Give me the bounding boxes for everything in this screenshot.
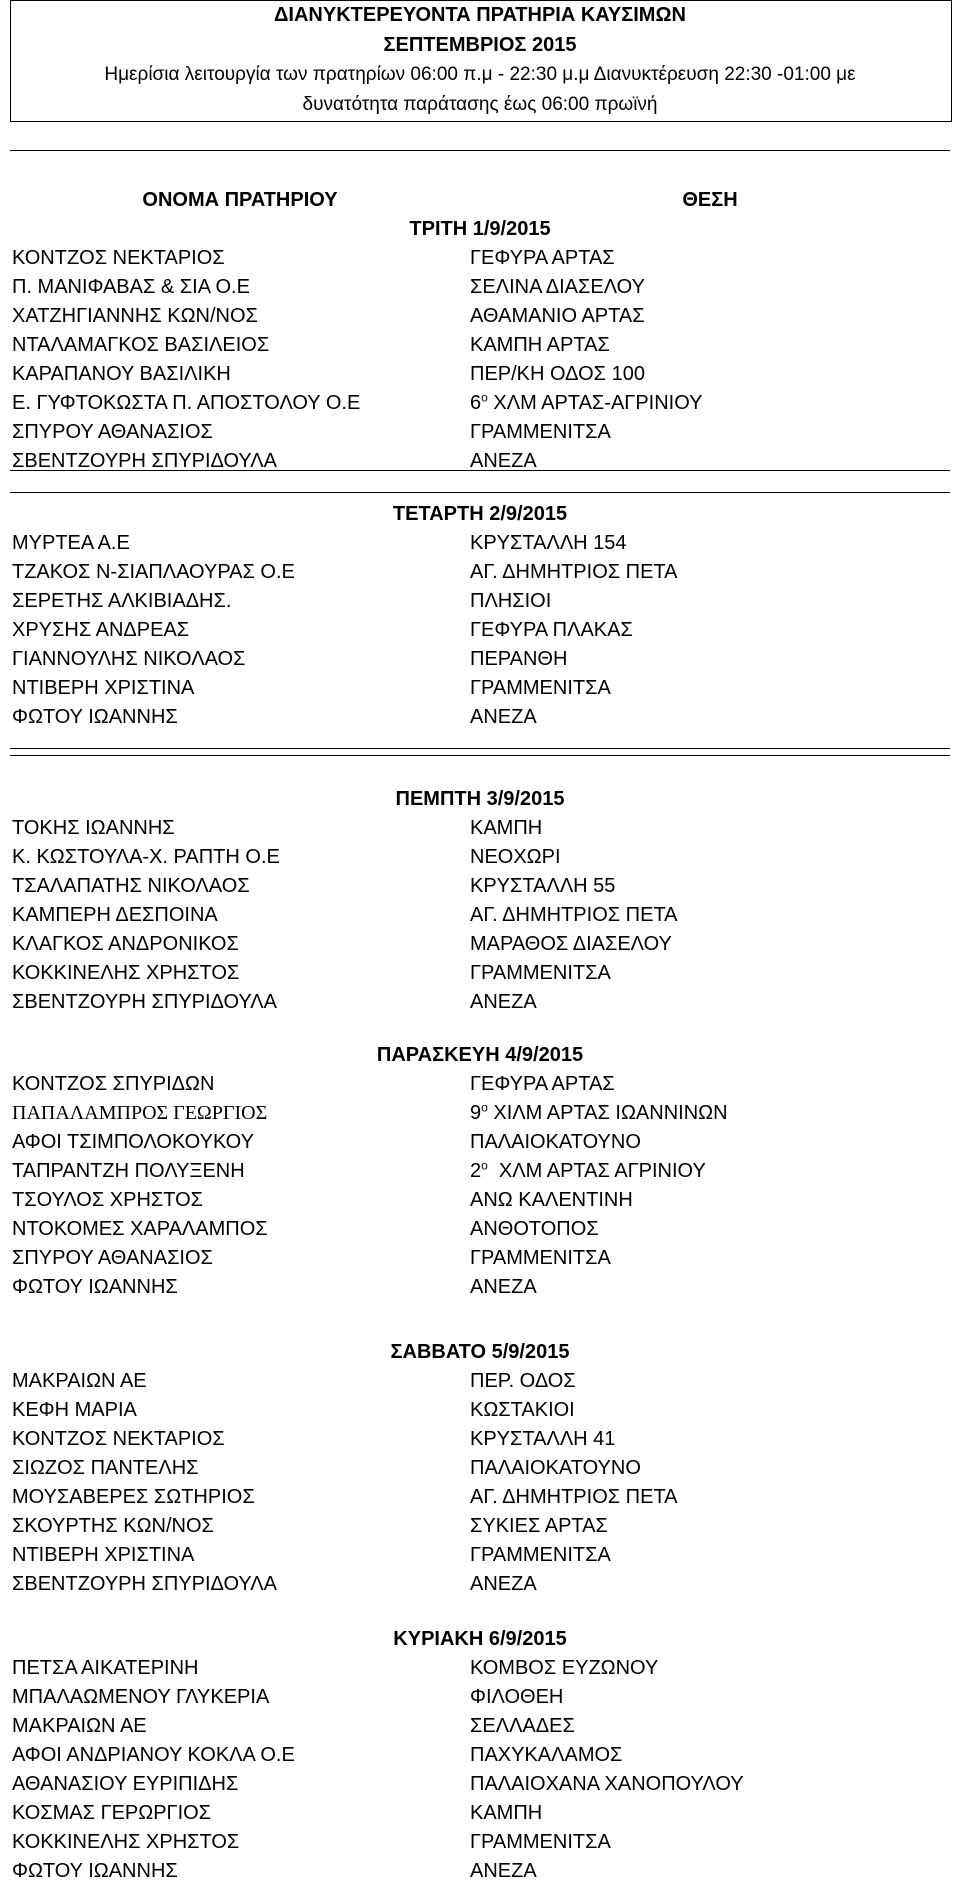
station-row [10, 930, 950, 959]
station-location [470, 1654, 658, 1683]
location-text: ΠΑΧΥΚΑΛΑΜΟΣ [470, 1744, 623, 1766]
station-location [470, 1244, 611, 1273]
station-location [470, 273, 645, 302]
station-row [10, 1570, 950, 1599]
station-row [10, 1425, 950, 1454]
station-name: ΚΟΚΚΙΝΕΛΗΣ ΧΡΗΣΤΟΣ [12, 1831, 240, 1853]
location-text: ΠΕΡΑΝΘΗ [470, 648, 568, 670]
station-row [10, 959, 950, 988]
station-location [470, 959, 611, 988]
station-name: Π. ΜΑΝΙΦΑΒΑΣ & ΣΙΑ Ο.Ε [12, 276, 250, 298]
location-text: ΚΡΥΣΤΑΛΛΗ 55 [470, 875, 616, 897]
station-location [470, 1070, 615, 1099]
station-name: ΚΑΜΠΕΡΗ ΔΕΣΠΟΙΝΑ [12, 904, 218, 926]
location-text: ΣΕΛΙΝΑ ΔΙΑΣΕΛΟΥ [470, 276, 645, 298]
station-name: ΤΖΑΚΟΣ Ν-ΣΙΑΠΛΑΟΥΡΑΣ Ο.Ε [12, 561, 295, 583]
station-location [470, 1683, 563, 1712]
station-row [10, 1512, 950, 1541]
station-location [470, 872, 615, 901]
section-separator [10, 470, 950, 471]
location-text: ΓΡΑΜΜΕΝΙΤΣΑ [470, 677, 611, 699]
location-text: 9 [470, 1102, 482, 1124]
station-row [10, 645, 950, 674]
column-header-name: ΟΝΟΜΑ ΠΡΑΤΗΡΙΟΥ [142, 189, 338, 211]
station-location [470, 331, 610, 360]
station-name: ΝΤΟΚΟΜΕΣ ΧΑΡΑΛΑΜΠΟΣ [12, 1218, 268, 1240]
station-row [10, 1070, 950, 1099]
station-location [470, 1741, 622, 1770]
station-location [470, 930, 672, 959]
station-row [10, 872, 950, 901]
station-location [470, 389, 702, 418]
station-row [10, 1128, 950, 1157]
station-name: ΓΙΑΝΝΟΥΛΗΣ ΝΙΚΟΛΑΟΣ [12, 648, 246, 670]
station-location [470, 1425, 615, 1454]
location-text: ΠΛΗΣΙΟΙ [470, 590, 552, 612]
station-location [470, 1396, 575, 1425]
location-text: ΑΝΕΖΑ [470, 1573, 537, 1595]
station-location [470, 558, 678, 587]
section-separator [10, 748, 950, 749]
station-name: ΜΟΥΣΑΒΕΡΕΣ ΣΩΤΗΡΙΟΣ [12, 1486, 255, 1508]
station-name: ΧΡΥΣΗΣ ΑΝΔΡΕΑΣ [12, 619, 190, 641]
station-row [10, 1799, 950, 1828]
station-name: ΝΤΙΒΕΡΗ ΧΡΙΣΤΙΝΑ [12, 677, 195, 699]
station-location [470, 1367, 576, 1396]
station-row [10, 1244, 950, 1273]
station-name: ΜΠΑΛΑΩΜΕΝΟΥ ΓΛΥΚΕΡΙΑ [12, 1686, 270, 1708]
location-text: ΠΑΛΑΙΟΚΑΤΟΥΝΟ [470, 1131, 641, 1153]
location-text: ΓΡΑΜΜΕΝΙΤΣΑ [470, 421, 611, 443]
station-location [470, 1570, 537, 1599]
station-location [470, 1128, 641, 1157]
document-subtitle-line1: Ημερίσια λειτουργία των πρατηρίων 06:00 π.μ - 22:30 μ.μ Διανυκτέρευση 22:30 -01:00 με [104, 64, 856, 85]
location-text: ΑΝΕΖΑ [470, 706, 537, 728]
station-name: ΧΑΤΖΗΓΙΑΝΝΗΣ ΚΩΝ/ΝΟΣ [12, 305, 258, 327]
location-text: ΚΑΜΠΗ ΑΡΤΑΣ [470, 334, 610, 356]
station-location [470, 901, 678, 930]
station-row [10, 389, 950, 418]
station-name: ΦΩΤΟΥ ΙΩΑΝΝΗΣ [12, 706, 178, 728]
station-row [10, 331, 950, 360]
station-location [470, 1454, 641, 1483]
station-name: ΚΑΡΑΠΑΝΟΥ ΒΑΣΙΛΙΚΗ [12, 363, 231, 385]
station-name: ΑΘΑΝΑΣΙΟΥ ΕΥΡΙΠΙΔΗΣ [12, 1773, 239, 1795]
station-row [10, 587, 950, 616]
station-location [470, 1857, 537, 1886]
station-name: ΣΠΥΡΟΥ ΑΘΑΝΑΣΙΟΣ [12, 421, 213, 443]
station-row [10, 1157, 950, 1186]
location-text-rest: ΧΙΛΜ ΑΡΤΑΣ ΙΩΑΝΝΙΝΩΝ [487, 1102, 728, 1124]
day-heading: ΠΕΜΠΤΗ 3/9/2015 [395, 788, 565, 810]
location-text: ΑΝΩ ΚΑΛΕΝΤΙΝΗ [470, 1189, 633, 1211]
station-row [10, 1541, 950, 1570]
station-row [10, 273, 950, 302]
location-text: ΠΑΛΑΙΟΚΑΤΟΥΝΟ [470, 1457, 641, 1479]
location-text: ΓΕΦΥΡΑ ΠΛΑΚΑΣ [470, 619, 633, 641]
station-location [470, 703, 537, 732]
day-heading: ΚΥΡΙΑΚΗ 6/9/2015 [393, 1628, 567, 1650]
station-row [10, 1712, 950, 1741]
station-row [10, 1186, 950, 1215]
location-text: ΜΑΡΑΘΟΣ ΔΙΑΣΕΛΟΥ [470, 933, 672, 955]
station-row [10, 1828, 950, 1857]
location-text: ΣΥΚΙΕΣ ΑΡΤΑΣ [470, 1515, 608, 1537]
location-text: ΑΓ. ΔΗΜΗΤΡΙΟΣ ΠΕΤΑ [470, 561, 678, 583]
document-subtitle-line2: δυνατότητα παράτασης έως 06:00 πρωϊνή [302, 94, 658, 115]
day-heading: ΠΑΡΑΣΚΕΥΗ 4/9/2015 [376, 1044, 584, 1066]
station-name: ΚΟΝΤΖΟΣ ΣΠΥΡΙΔΩΝ [12, 1073, 215, 1095]
station-location [470, 1157, 706, 1186]
station-name: ΣΕΡΕΤΗΣ ΑΛΚΙΒΙΑΔΗΣ. [12, 590, 232, 612]
station-row [10, 901, 950, 930]
station-row [10, 1654, 950, 1683]
location-text-rest: ΧΛΜ ΑΡΤΑΣ ΑΓΡΙΝΙΟΥ [487, 1160, 706, 1182]
location-text: ΑΘΑΜΑΝΙΟ ΑΡΤΑΣ [470, 305, 645, 327]
station-location [470, 1512, 608, 1541]
station-name: ΦΩΤΟΥ ΙΩΑΝΝΗΣ [12, 1860, 178, 1882]
day-heading: ΤΕΤΑΡΤΗ 2/9/2015 [392, 503, 568, 525]
station-row [10, 1099, 950, 1128]
location-text: ΑΝΕΖΑ [470, 991, 537, 1013]
station-name: ΣΙΩΖΟΣ ΠΑΝΤΕΛΗΣ [12, 1457, 199, 1479]
station-location [470, 814, 542, 843]
station-location [470, 244, 615, 273]
station-location [470, 360, 645, 389]
station-row [10, 674, 950, 703]
document-title: ΔΙΑΝΥΚΤΕΡΕΥΟΝΤΑ ΠΡΑΤΗΡΙΑ ΚΑΥΣΙΜΩΝ [274, 4, 686, 26]
station-row [10, 1770, 950, 1799]
station-name: ΣΚΟΥΡΤΗΣ ΚΩΝ/ΝΟΣ [12, 1515, 214, 1537]
station-name: ΝΤΙΒΕΡΗ ΧΡΙΣΤΙΝΑ [12, 1544, 195, 1566]
station-name: ΚΟΝΤΖΟΣ ΝΕΚΤΑΡΙΟΣ [12, 247, 225, 269]
station-row [10, 1683, 950, 1712]
station-name: ΜΑΚΡΑΙΩΝ ΑΕ [12, 1715, 147, 1737]
station-location [470, 843, 561, 872]
station-row [10, 988, 950, 1017]
location-text: ΑΝΘΟΤΟΠΟΣ [470, 1218, 599, 1240]
station-row [10, 843, 950, 872]
station-location [470, 1186, 633, 1215]
day-heading: ΤΡΙΤΗ 1/9/2015 [409, 218, 551, 240]
location-text: ΣΕΛΛΑΔΕΣ [470, 1715, 575, 1737]
station-name: ΚΟΣΜΑΣ ΓΕΡΩΡΓΙΟΣ [12, 1802, 212, 1824]
ordinal-superscript: ο [481, 1100, 488, 1115]
location-text: ΚΑΜΠΗ [470, 817, 543, 839]
location-text: ΚΩΣΤΑΚΙΟΙ [470, 1399, 575, 1421]
station-location [470, 302, 645, 331]
station-row [10, 1396, 950, 1425]
separator-line [10, 150, 950, 151]
station-location [470, 1099, 728, 1128]
location-text: 6 [470, 392, 482, 414]
location-text-rest: ΧΛΜ ΑΡΤΑΣ-ΑΓΡΙΝΙΟΥ [487, 392, 703, 414]
station-row [10, 558, 950, 587]
location-text: 2 [470, 1160, 482, 1182]
station-name: ΣΠΥΡΟΥ ΑΘΑΝΑΣΙΟΣ [12, 1247, 213, 1269]
location-text: ΚΡΥΣΤΑΛΛΗ 41 [470, 1428, 616, 1450]
station-location [470, 447, 537, 476]
station-name: ΤΟΚΗΣ ΙΩΑΝΝΗΣ [12, 817, 175, 839]
station-name: ΑΦΟΙ ΤΣΙΜΠΟΛΟΚΟΥΚΟΥ [12, 1131, 254, 1153]
location-text: ΓΡΑΜΜΕΝΙΤΣΑ [470, 1544, 611, 1566]
location-text: ΠΑΛΑΙΟΧΑΝΑ ΧΑΝΟΠΟΥΛΟΥ [470, 1773, 744, 1795]
location-text: ΑΝΕΖΑ [470, 1276, 537, 1298]
station-row [10, 1367, 950, 1396]
station-name: ΤΑΠΡΑΝΤΖΗ ΠΟΛΥΞΕΝΗ [12, 1160, 245, 1182]
location-text: ΑΓ. ΔΗΜΗΤΡΙΟΣ ΠΕΤΑ [470, 1486, 678, 1508]
station-location [470, 988, 537, 1017]
location-text: ΓΡΑΜΜΕΝΙΤΣΑ [470, 962, 611, 984]
station-row [10, 616, 950, 645]
station-row [10, 302, 950, 331]
station-row [10, 418, 950, 447]
station-location [470, 1799, 542, 1828]
station-row [10, 360, 950, 389]
station-name: ΣΒΕΝΤΖΟΥΡΗ ΣΠΥΡΙΔΟΥΛΑ [12, 450, 277, 472]
station-location [470, 1215, 599, 1244]
station-location [470, 645, 567, 674]
location-text: ΚΟΜΒΟΣ ΕΥΖΩΝΟΥ [470, 1657, 659, 1679]
document-month: ΣΕΠΤΕΜΒΡΙΟΣ 2015 [383, 34, 577, 56]
station-location [470, 529, 627, 558]
station-name: ΝΤΑΛΑΜΑΓΚΟΣ ΒΑΣΙΛΕΙΟΣ [12, 334, 270, 356]
location-text: ΠΕΡ. ΟΔΟΣ [470, 1370, 576, 1392]
station-location [470, 1770, 744, 1799]
location-text: ΠΕΡ/ΚΗ ΟΔΟΣ 100 [470, 363, 645, 385]
station-name: ΠΑΠΑΛΑΜΠΡΟΣ ΓΕΩΡΓΙΟΣ [12, 1102, 268, 1124]
location-text: ΓΕΦΥΡΑ ΑΡΤΑΣ [470, 1073, 615, 1095]
station-row [10, 1215, 950, 1244]
station-row [10, 703, 950, 732]
location-text: ΝΕΟΧΩΡΙ [470, 846, 561, 868]
station-row [10, 1273, 950, 1302]
station-name: Κ. ΚΩΣΤΟΥΛΑ-Χ. ΡΑΠΤΗ Ο.Ε [12, 846, 280, 868]
location-text: ΚΑΜΠΗ [470, 1802, 543, 1824]
location-text: ΦΙΛΟΘΕΗ [470, 1686, 564, 1708]
section-separator [10, 755, 950, 756]
station-name: ΜΑΚΡΑΙΩΝ ΑΕ [12, 1370, 147, 1392]
station-name: ΚΟΝΤΖΟΣ ΝΕΚΤΑΡΙΟΣ [12, 1428, 225, 1450]
station-name: ΚΛΑΓΚΟΣ ΑΝΔΡΟΝΙΚΟΣ [12, 933, 239, 955]
station-location [470, 1483, 678, 1512]
location-text: ΓΕΦΥΡΑ ΑΡΤΑΣ [470, 247, 615, 269]
station-name: ΚΟΚΚΙΝΕΛΗΣ ΧΡΗΣΤΟΣ [12, 962, 240, 984]
station-row [10, 1857, 950, 1886]
station-row [10, 814, 950, 843]
station-name: ΦΩΤΟΥ ΙΩΑΝΝΗΣ [12, 1276, 178, 1298]
column-header-location: ΘΕΣΗ [682, 189, 738, 211]
station-location [470, 1712, 575, 1741]
station-row [10, 1483, 950, 1512]
station-name: ΣΒΕΝΤΖΟΥΡΗ ΣΠΥΡΙΔΟΥΛΑ [12, 991, 277, 1013]
station-name: ΤΣΑΛΑΠΑΤΗΣ ΝΙΚΟΛΑΟΣ [12, 875, 250, 897]
station-name: ΠΕΤΣΑ ΑΙΚΑΤΕΡΙΝΗ [12, 1657, 199, 1679]
station-name: ΜΥΡΤΕΑ Α.Ε [12, 532, 130, 554]
station-row [10, 1741, 950, 1770]
station-name: ΣΒΕΝΤΖΟΥΡΗ ΣΠΥΡΙΔΟΥΛΑ [12, 1573, 277, 1595]
section-separator [10, 492, 950, 493]
ordinal-superscript: ο [481, 1158, 488, 1173]
day-heading: ΣΑΒΒΑΤΟ 5/9/2015 [390, 1341, 570, 1363]
location-text: ΑΓ. ΔΗΜΗΤΡΙΟΣ ΠΕΤΑ [470, 904, 678, 926]
location-text: ΑΝΕΖΑ [470, 1860, 537, 1882]
station-row [10, 1454, 950, 1483]
station-row [10, 529, 950, 558]
ordinal-superscript: ο [481, 390, 488, 405]
station-name: Ε. ΓΥΦΤΟΚΩΣΤΑ Π. ΑΠΟΣΤΟΛΟΥ Ο.Ε [12, 392, 361, 414]
location-text: ΚΡΥΣΤΑΛΛΗ 154 [470, 532, 627, 554]
station-location [470, 418, 611, 447]
station-location [470, 1828, 611, 1857]
station-location [470, 674, 611, 703]
station-location [470, 616, 633, 645]
station-name: ΤΣΟΥΛΟΣ ΧΡΗΣΤΟΣ [12, 1189, 204, 1211]
station-location [470, 587, 551, 616]
station-row [10, 447, 950, 476]
station-name: ΑΦΟΙ ΑΝΔΡΙΑΝΟΥ ΚΟΚΛΑ Ο.Ε [12, 1744, 295, 1766]
location-text: ΓΡΑΜΜΕΝΙΤΣΑ [470, 1831, 611, 1853]
station-name: ΚΕΦΗ ΜΑΡΙΑ [12, 1399, 137, 1421]
station-location [470, 1273, 537, 1302]
location-text: ΑΝΕΖΑ [470, 450, 537, 472]
station-location [470, 1541, 611, 1570]
station-row [10, 244, 950, 273]
location-text: ΓΡΑΜΜΕΝΙΤΣΑ [470, 1247, 611, 1269]
